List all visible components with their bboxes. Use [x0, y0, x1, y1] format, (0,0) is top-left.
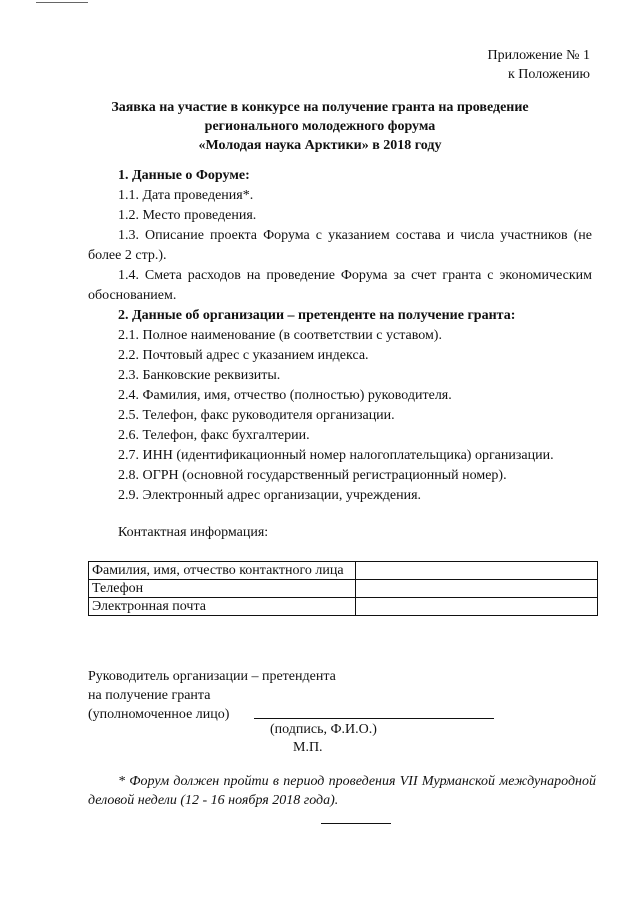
contact-row-value[interactable] — [356, 598, 598, 616]
section-1-item: 1.2. Место проведения. — [118, 208, 257, 223]
section-2-heading: 2. Данные об организации – претенденте на получение гранта: — [118, 308, 516, 323]
contact-row-value[interactable] — [356, 580, 598, 598]
document-title — [60, 98, 580, 155]
contact-row-label: Электронная почта — [89, 598, 356, 616]
signatory-line-2: на получение гранта — [88, 688, 211, 703]
table-row — [89, 598, 598, 616]
section-2-item: 2.8. ОГРН (основной государственный регистрационный номер). — [118, 468, 507, 483]
section-2-item: 2.2. Почтовый адрес с указанием индекса. — [118, 348, 369, 363]
section-2-item: 2.3. Банковские реквизиты. — [118, 368, 281, 383]
section-2-item: 2.4. Фамилия, имя, отчество (полностью) руководителя. — [118, 388, 452, 403]
title-line-1: Заявка на участие в конкурсе на получение гранта на проведение — [111, 100, 529, 115]
signatory-block — [88, 667, 336, 724]
footnote-text: * Форум должен пройти в период проведения VII Мурманской международной деловой недели (12 - 16 ноября 2018 года). — [88, 774, 596, 808]
contact-row-label: Фамилия, имя, отчество контактного лица — [89, 562, 356, 580]
appendix-line-2: к Положению — [507, 67, 590, 82]
section-1-item: 1.4. Смета расходов на проведение Форума за счет гранта с экономическим обоснованием. — [88, 268, 592, 303]
appendix-header — [488, 46, 591, 84]
table-row — [89, 580, 598, 598]
signature-line — [254, 718, 494, 719]
scan-mark — [36, 2, 88, 3]
table-row — [89, 562, 598, 580]
footnote — [88, 772, 596, 810]
section-2-item: 2.5. Телефон, факс руководителя организации. — [118, 408, 395, 423]
contact-row-value[interactable] — [356, 562, 598, 580]
section-2-item: 2.9. Электронный адрес организации, учреждения. — [118, 488, 422, 503]
signatory-line-1: Руководитель организации – претендента — [88, 669, 336, 684]
contact-info-label: Контактная информация: — [118, 525, 269, 540]
section-2-item: 2.7. ИНН (идентификационный номер налогоплательщика) организации. — [118, 448, 554, 463]
title-line-3: «Молодая наука Арктики» в 2018 году — [198, 138, 442, 153]
signature-caption: (подпись, Ф.И.О.) — [270, 722, 377, 737]
section-1-item: 1.3. Описание проекта Форума с указанием состава и числа участников (не более 2 стр.). — [88, 228, 592, 263]
contact-row-label: Телефон — [89, 580, 356, 598]
stamp-label: М.П. — [293, 740, 323, 755]
section-1-heading: 1. Данные о Форуме: — [118, 168, 250, 183]
document-body — [88, 166, 592, 506]
section-1-item: 1.1. Дата проведения*. — [118, 188, 254, 203]
end-line — [321, 823, 391, 824]
signatory-line-3: (уполномоченное лицо) — [88, 707, 230, 722]
appendix-line-1: Приложение № 1 — [487, 48, 590, 63]
section-2-item: 2.1. Полное наименование (в соответствии с уставом). — [118, 328, 442, 343]
contact-table — [88, 561, 598, 616]
title-line-2: регионального молодежного форума — [204, 119, 436, 134]
section-2-item: 2.6. Телефон, факс бухгалтерии. — [118, 428, 310, 443]
